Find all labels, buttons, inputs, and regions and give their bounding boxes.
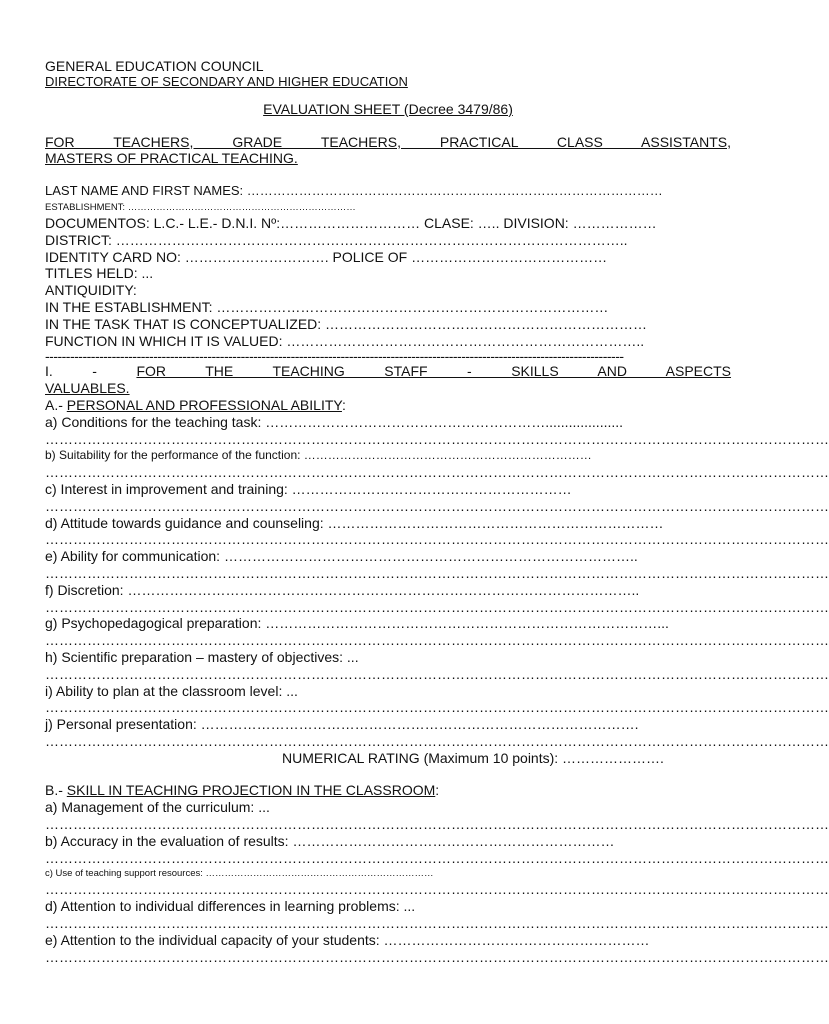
answer-dotline[interactable]: …………………………………………………………………………………………………………………………………………………… — [45, 564, 829, 581]
document-title: EVALUATION SHEET (Decree 3479/86) — [263, 100, 513, 117]
establishment-field[interactable]: ESTABLISHMENT: ……………………………………………………………… — [45, 201, 356, 213]
directorate-name: DIRECTORATE OF SECONDARY AND HIGHER EDUCATION — [45, 73, 408, 89]
answer-dotline[interactable]: …………………………………………………………………………………………………………………………………………………… — [45, 816, 829, 833]
answer-dotline[interactable]: …………………………………………………………………………………………………………………………………………………… — [45, 699, 829, 716]
identity-card-field[interactable]: IDENTITY CARD NO: …………………………. POLICE OF …………………………………… — [45, 248, 608, 265]
in-establishment-field[interactable]: IN THE ESTABLISHMENT: ………………………………………………………………………… — [45, 298, 609, 315]
section-a-heading: A.- PERSONAL AND PROFESSIONAL ABILITY: — [45, 396, 346, 413]
item-ability-communication[interactable]: e) Ability for communication: …………………………………………………………………………….. — [45, 548, 638, 565]
answer-dotline[interactable]: …………………………………………………………………………………………………………………………………………………… — [45, 665, 829, 682]
answer-dotline[interactable]: …………………………………………………………………………………………………………………………………………………… — [45, 948, 829, 965]
documentos-field[interactable]: DOCUMENTOS: L.C.- L.E.- D.N.I. Nº:………………………… CLASE: ….. DIVISION: ……………… — [45, 214, 657, 231]
answer-dotline[interactable]: …………………………………………………………………………………………………………………………………………………… — [45, 464, 829, 481]
item-psychopedagogical[interactable]: g) Psychopedagogical preparation: …………………………………………………………………………... — [45, 615, 669, 632]
numerical-rating-a[interactable]: NUMERICAL RATING (Maximum 10 points): …………………. — [282, 749, 664, 766]
answer-dotline[interactable]: …………………………………………………………………………………………………………………………………………………… — [45, 632, 829, 649]
item-conditions-teaching[interactable]: a) Conditions for the teaching task: …………………………………………………….................... — [45, 413, 624, 430]
org-name: GENERAL EDUCATION COUNCIL — [45, 58, 264, 74]
answer-dotline[interactable]: …………………………………………………………………………………………………………………………………………………… — [45, 497, 829, 514]
section-b-items — [45, 799, 829, 965]
answer-dotline[interactable]: …………………………………………………………………………………………………………………………………………………… — [45, 732, 829, 749]
answer-dotline[interactable]: …………………………………………………………………………………………………………………………………………………… — [45, 881, 829, 898]
item-individual-differences[interactable]: d) Attention to individual differences in learning problems: ... — [45, 898, 416, 915]
item-accuracy-evaluation[interactable]: b) Accuracy in the evaluation of results: …………………………………………………………… — [45, 832, 615, 849]
item-ability-plan[interactable]: i) Ability to plan at the classroom level: ... — [45, 682, 298, 699]
titles-held-field[interactable]: TITLES HELD: ... — [45, 265, 154, 282]
item-individual-capacity[interactable]: e) Attention to the individual capacity of your students: ………………………………………………… — [45, 931, 650, 948]
in-task-field[interactable]: IN THE TASK THAT IS CONCEPTUALIZED: …………………………………………………………… — [45, 315, 648, 332]
item-teaching-resources[interactable]: c) Use of teaching support resources: ……………………………………………………………… — [45, 868, 434, 880]
last-name-field[interactable]: LAST NAME AND FIRST NAMES: …………………………………………………………………………………… — [45, 183, 663, 199]
item-attitude-guidance[interactable]: d) Attitude towards guidance and counseling: ……………………………………………………………… — [45, 514, 664, 531]
item-management-curriculum[interactable]: a) Management of the curriculum: ... — [45, 799, 270, 816]
item-suitability[interactable]: b) Suitability for the performance of the function: ……………………………………………………………… — [45, 448, 592, 463]
antiquity-label: ANTIQUIDITY: — [45, 282, 137, 299]
answer-dotline[interactable]: …………………………………………………………………………………………………………………………………………………… — [45, 531, 829, 548]
item-discretion[interactable]: f) Discretion: ……………………………………………………………………………………………….. — [45, 581, 640, 598]
section1-heading-line2: VALUABLES. — [45, 380, 130, 397]
item-interest-improvement[interactable]: c) Interest in improvement and training: …………………………………………………… — [45, 480, 572, 497]
answer-dotline[interactable]: …………………………………………………………………………………………………………………………………………………… — [45, 849, 829, 866]
section-a-items — [45, 413, 829, 767]
district-field[interactable]: DISTRICT: ……………………………………………………………………………………………….. — [45, 231, 628, 248]
answer-dotline[interactable]: …………………………………………………………………………………………………………………………………………………… — [45, 915, 829, 932]
answer-dotline[interactable]: …………………………………………………………………………………………………………………………………………………… — [45, 430, 829, 447]
separator-line: ------------------------------------------------------------------------------------------------------------------------------------------- — [45, 348, 624, 365]
item-personal-presentation[interactable]: j) Personal presentation: …………………………………………………………………………………. — [45, 716, 639, 733]
for-teachers-line1: FOR TEACHERS, GRADE TEACHERS, PRACTICAL CLASS ASSISTANTS, — [45, 133, 731, 150]
function-valued-field[interactable]: FUNCTION IN WHICH IT IS VALUED: ………………………………………………………………….. — [45, 332, 645, 349]
section1-heading-line1: I. - FOR THE TEACHING STAFF - SKILLS AND ASPECTS — [45, 363, 732, 380]
answer-dotline[interactable]: …………………………………………………………………………………………………………………………………………………… — [45, 598, 829, 615]
section-b-heading: B.- SKILL IN TEACHING PROJECTION IN THE CLASSROOM: — [45, 782, 440, 799]
for-teachers-line2: MASTERS OF PRACTICAL TEACHING. — [45, 150, 298, 167]
evaluation-sheet — [45, 58, 829, 965]
item-scientific-preparation[interactable]: h) Scientific preparation – mastery of objectives: ... — [45, 648, 359, 665]
